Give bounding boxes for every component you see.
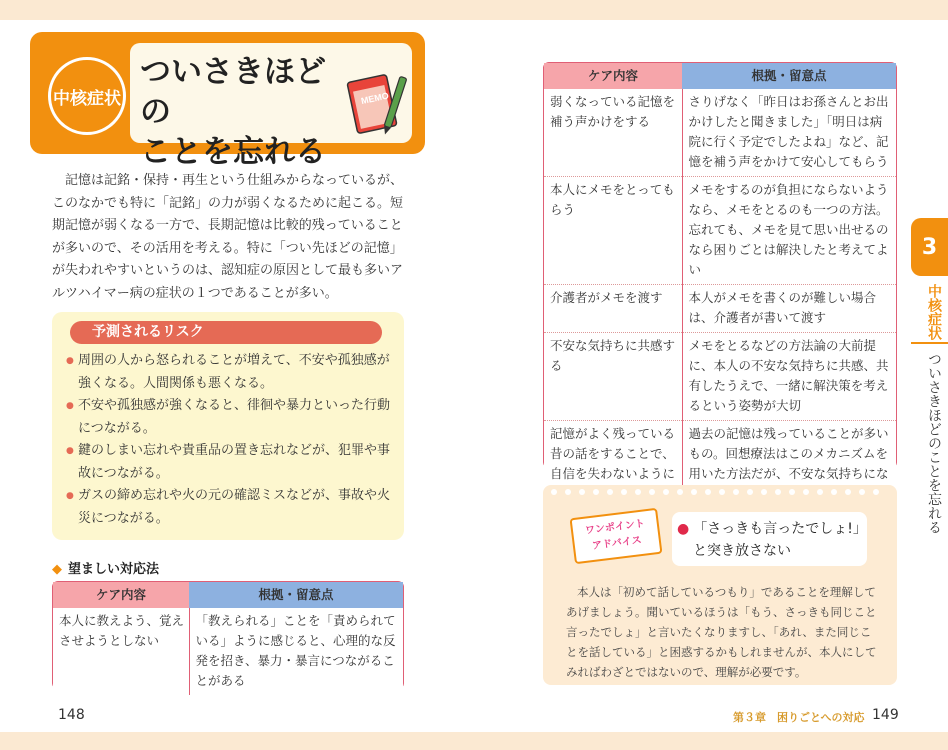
memo-pad-icon	[348, 68, 408, 138]
care-cell: 記憶がよく残っている昔の話をすることで、自信を失わないように	[544, 421, 682, 529]
risk-list	[66, 350, 396, 530]
risk-item: ● 鍵のしまい忘れや貴重品の置き忘れなどが、犯罪や事故につながる。	[66, 440, 396, 485]
side-tab-category: 中核症状	[926, 284, 942, 340]
chapter-footer: 第３章 困りごとへの対応	[733, 711, 865, 724]
category-badge: 中核症状	[48, 57, 126, 135]
diamond-icon: ◆	[52, 562, 62, 577]
right-care-table-frame	[543, 62, 897, 481]
table-row	[544, 177, 896, 285]
reason-cell: 過去の記憶は残っていることが多いもの。回想療法はこのメカニズムを用いた方法だが、不安な気持ちにな	[682, 421, 896, 529]
page-number-right: 149	[872, 707, 899, 723]
col-header-care: ケア内容	[544, 63, 682, 89]
side-tab-chapter-number: 3	[911, 218, 948, 276]
page-number-left: 148	[58, 707, 85, 723]
risk-item: ● 周囲の人から怒られることが増えて、不安や孤独感が強くなる。人間関係も悪くなる。	[66, 350, 396, 395]
advice-body: 本人は「初めて話しているつもり」であることを理解してあげましょう。聞いているほうは「もう、さっきも同じこと言ったでしょ」と言いたくなりますし、「あれ、また同じことを話している」と困惑するかもしれませんが、本人にしてみればわざとではないので、理解が必要です。	[566, 585, 877, 679]
reason-cell: メモをとるなどの方法論の大前提に、本人の不安な気持ちに共感、共有したうえで、一緒に解決策を考えるという姿勢が大切	[682, 333, 896, 421]
page-title	[140, 52, 350, 172]
table-row	[544, 285, 896, 333]
title-line-2: ことを忘れる	[140, 134, 326, 170]
table-row	[544, 89, 896, 177]
right-care-table	[544, 63, 896, 528]
col-header-care: ケア内容	[53, 582, 189, 608]
reason-cell: さりげなく「昨日はお孫さんとお出かけしたと聞きました」「明日は病院に行く予定でしたよね」など、記憶を補う声をかけて安心してもらう	[682, 89, 896, 177]
bottom-band	[0, 732, 948, 750]
reason-cell: 「教えられる」ことを「責められている」ように感じると、心理的な反発を招き、暴力・暴言につながることがある	[189, 608, 403, 695]
table-row	[53, 608, 403, 695]
care-cell: 介護者がメモを渡す	[544, 285, 682, 333]
reason-cell: 本人がメモを書くのが難しい場合は、介護者が書いて渡す	[682, 285, 896, 333]
left-care-table	[53, 582, 403, 695]
desire-heading: ◆ 望ましい対応法	[52, 562, 160, 577]
risk-item: ● 不安や孤独感が強くなると、徘徊や暴力といった行動につながる。	[66, 395, 396, 440]
col-header-reason: 根拠・留意点	[682, 63, 896, 89]
risk-heading: 予測されるリスク	[70, 321, 382, 344]
scalloped-border	[548, 488, 892, 496]
side-tab-divider	[911, 342, 948, 344]
svg-text:MEMO: MEMO	[360, 90, 390, 107]
side-tab-title: ついさきほどのことを忘れる	[926, 352, 942, 534]
care-cell: 弱くなっている記憶を補う声かけをする	[544, 89, 682, 177]
bullet-dot-icon: ●	[677, 521, 690, 537]
table-row	[544, 333, 896, 421]
care-cell: 本人にメモをとってもらう	[544, 177, 682, 285]
care-cell: 本人に教えよう、覚えさせようとしない	[53, 608, 189, 695]
lead-paragraph: 記憶は記銘・保持・再生という仕組みからなっているが、このなかでも特に「記銘」の力が弱くなるために起こる。短期記憶が弱くなる一方で、長期記憶は比較的残っていることが多いので、その活用を考える。特に「つい先ほどの記憶」が失われやすいというのは、認知症の原因として最も多いアルツハイマー病の症状の１つであることが多い。	[52, 173, 404, 301]
top-band	[0, 0, 948, 20]
title-line-1: ついさきほどの	[140, 54, 326, 130]
advice-headline: ● 「さっきも言ったでしょ!」 と突き放さない	[677, 521, 867, 559]
risk-item: ● ガスの締め忘れや火の元の確認ミスなどが、事故や火災につながる。	[66, 485, 396, 530]
col-header-reason: 根拠・留意点	[189, 582, 403, 608]
reason-cell: メモをするのが負担にならないようなら、メモをとるのも一つの方法。忘れても、メモを見て思い出せるのなら困りごとは解決したと考えてよい	[682, 177, 896, 285]
care-cell: 不安な気持ちに共感する	[544, 333, 682, 421]
left-care-table-frame	[52, 581, 404, 689]
one-point-advice-sticker: ワンポイント アドバイス	[570, 508, 663, 564]
